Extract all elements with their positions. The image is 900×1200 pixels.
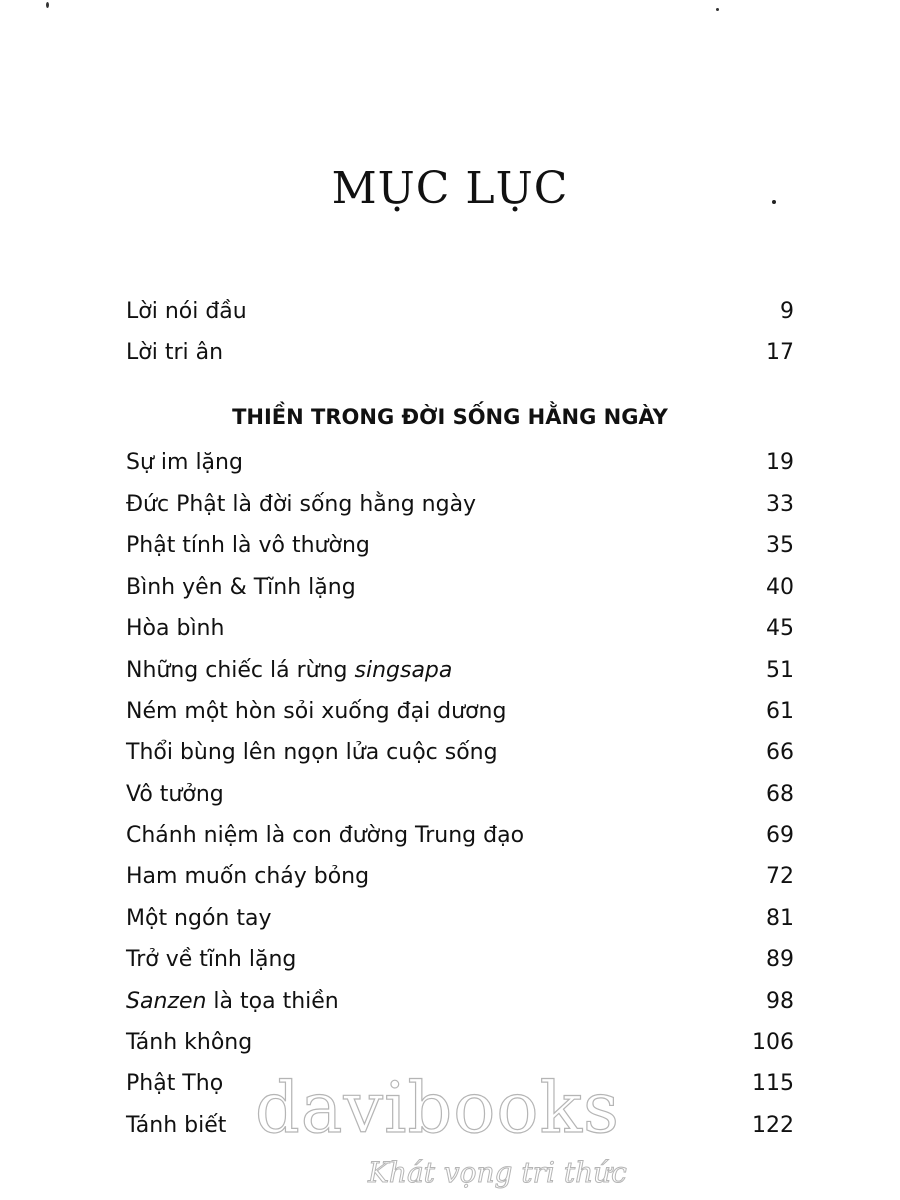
toc-entry-page: 33 bbox=[766, 492, 794, 517]
toc-entry-label-italic: Sanzen bbox=[126, 989, 207, 1014]
toc-entry-page: 35 bbox=[766, 533, 794, 558]
toc-entry-label bbox=[126, 987, 339, 1017]
toc-entry[interactable] bbox=[126, 614, 794, 644]
toc-entry[interactable] bbox=[126, 531, 794, 561]
toc-entry-label: Ham muốn cháy bỏng bbox=[126, 864, 370, 889]
page-title: MỤC LỤC bbox=[331, 163, 569, 214]
ink-speck bbox=[716, 8, 719, 11]
toc-entry[interactable] bbox=[126, 490, 794, 520]
toc-entry-page: 69 bbox=[766, 823, 794, 848]
toc-entry-label: Thổi bùng lên ngọn lửa cuộc sống bbox=[126, 740, 498, 765]
toc-entry[interactable] bbox=[126, 448, 794, 478]
toc-entry[interactable] bbox=[126, 738, 794, 768]
toc-entry-label: Trở về tĩnh lặng bbox=[126, 947, 297, 972]
watermark-tagline: Khát vọng tri thức bbox=[368, 1156, 627, 1189]
toc-entry-page: 106 bbox=[752, 1030, 794, 1055]
toc-entry[interactable] bbox=[126, 697, 794, 727]
toc-entry-page: 61 bbox=[766, 699, 794, 724]
toc-entry-page: 45 bbox=[766, 616, 794, 641]
toc-entry[interactable] bbox=[126, 338, 794, 368]
toc-entry-label: Phật Thọ bbox=[126, 1071, 224, 1096]
toc-entry-label-text: Những chiếc lá rừng bbox=[126, 658, 355, 683]
toc-entry-label-text: là tọa thiền bbox=[206, 989, 339, 1014]
toc-entry-page: 40 bbox=[766, 575, 794, 600]
toc-entry-page: 115 bbox=[752, 1071, 794, 1096]
toc-entry-page: 122 bbox=[752, 1113, 794, 1138]
ink-dot bbox=[772, 200, 776, 204]
toc-entry-label bbox=[126, 656, 452, 686]
toc-entry-page: 51 bbox=[766, 658, 794, 683]
toc-entry-label: Tánh không bbox=[126, 1030, 253, 1055]
toc-entry[interactable] bbox=[126, 987, 794, 1017]
toc-entry-label: Ném một hòn sỏi xuống đại dương bbox=[126, 699, 507, 724]
watermark-brand: davibooks bbox=[255, 1067, 620, 1149]
toc-entry-label: Sự im lặng bbox=[126, 450, 243, 475]
toc-entry-label: Bình yên & Tĩnh lặng bbox=[126, 575, 356, 600]
toc-entry[interactable] bbox=[126, 1028, 794, 1058]
toc-entry-label: Vô tưởng bbox=[126, 782, 224, 807]
toc-entry[interactable] bbox=[126, 780, 794, 810]
toc-entry-page: 66 bbox=[766, 740, 794, 765]
section-heading: THIỀN TRONG ĐỜI SỐNG HẰNG NGÀY bbox=[232, 405, 668, 429]
toc-entry-page: 17 bbox=[766, 340, 794, 365]
toc-entry-label: Hòa bình bbox=[126, 616, 225, 641]
toc-entry[interactable] bbox=[126, 297, 794, 327]
toc-entry-page: 98 bbox=[766, 989, 794, 1014]
toc-entry-label: Lời tri ân bbox=[126, 340, 224, 365]
toc-entry-label: Một ngón tay bbox=[126, 906, 272, 931]
toc-entry[interactable] bbox=[126, 945, 794, 975]
toc-entry-page: 72 bbox=[766, 864, 794, 889]
toc-entry-label: Tánh biết bbox=[126, 1113, 227, 1138]
toc-entry-label-italic: singsapa bbox=[354, 658, 453, 683]
toc-entry-page: 89 bbox=[766, 947, 794, 972]
toc-entry[interactable] bbox=[126, 656, 794, 686]
toc-entry-page: 68 bbox=[766, 782, 794, 807]
toc-entry[interactable] bbox=[126, 573, 794, 603]
toc-entry[interactable] bbox=[126, 821, 794, 851]
toc-entry-label: Lời nói đầu bbox=[126, 299, 247, 324]
toc-entry-label: Phật tính là vô thường bbox=[126, 533, 370, 558]
toc-entry-page: 19 bbox=[766, 450, 794, 475]
toc-entry[interactable] bbox=[126, 862, 794, 892]
toc-entry-page: 81 bbox=[766, 906, 794, 931]
toc-entry-label: Đức Phật là đời sống hằng ngày bbox=[126, 492, 477, 517]
ink-speck bbox=[46, 2, 49, 8]
toc-entry-label: Chánh niệm là con đường Trung đạo bbox=[126, 823, 525, 848]
toc-entry-page: 9 bbox=[780, 299, 794, 324]
toc-entry[interactable] bbox=[126, 904, 794, 934]
